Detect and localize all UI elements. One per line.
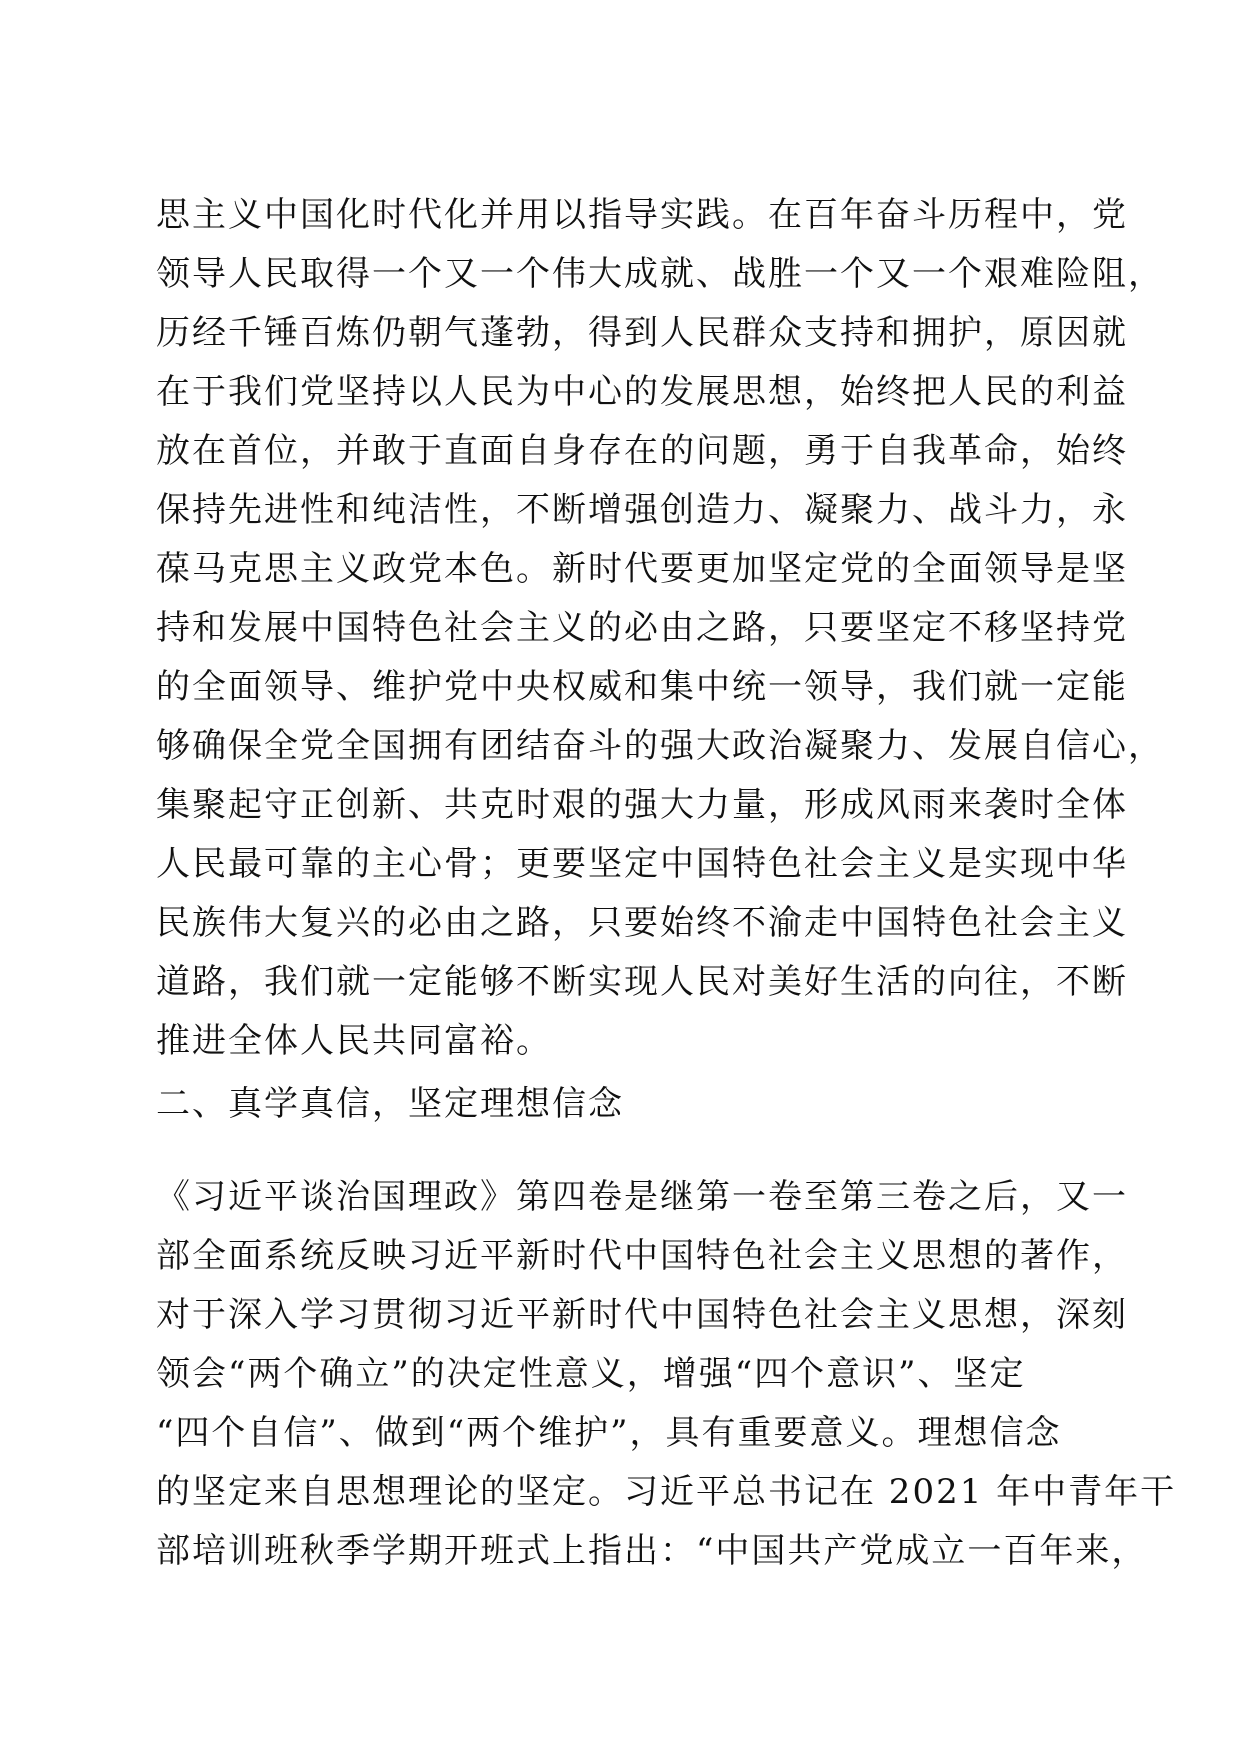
- paragraph-line: 领会“两个确立”的决定性意义，增强“四个意识”、坚定: [156, 1354, 1026, 1394]
- paragraph-line: 放在首位，并敢于直面自身存在的问题，勇于自我革命，始终: [156, 431, 1128, 471]
- paragraph-line: 部全面系统反映习近平新时代中国特色社会主义思想的著作，: [156, 1236, 1128, 1276]
- section-heading: 二、真学真信，坚定理想信念: [156, 1084, 624, 1124]
- paragraph-2: [156, 1168, 1177, 1581]
- paragraph-line: 民族伟大复兴的必由之路，只要始终不渝走中国特色社会主义: [156, 903, 1128, 943]
- paragraph-line: 的全面领导、维护党中央权威和集中统一领导，我们就一定能: [156, 667, 1128, 707]
- paragraph-line: 推进全体人民共同富裕。: [156, 1021, 552, 1061]
- paragraph-line: 人民最可靠的主心骨；更要坚定中国特色社会主义是实现中华: [156, 844, 1128, 884]
- paragraph-line: 对于深入学习贯彻习近平新时代中国特色社会主义思想，深刻: [156, 1295, 1128, 1335]
- paragraph-line: 在于我们党坚持以人民为中心的发展思想，始终把人民的利益: [156, 372, 1128, 412]
- paragraph-line: 部培训班秋季学期开班式上指出：“中国共产党成立一百年来，: [156, 1531, 1148, 1571]
- paragraph-line: 葆马克思主义政党本色。新时代要更加坚定党的全面领导是坚: [156, 549, 1128, 589]
- paragraph-line: 领导人民取得一个又一个伟大成就、战胜一个又一个艰难险阻，: [156, 254, 1164, 294]
- paragraph-line: 《习近平谈治国理政》第四卷是继第一卷至第三卷之后，又一: [156, 1177, 1128, 1217]
- paragraph-line: 道路，我们就一定能够不断实现人民对美好生活的向往，不断: [156, 962, 1128, 1002]
- paragraph-line: 持和发展中国特色社会主义的必由之路，只要坚定不移坚持党: [156, 608, 1128, 648]
- paragraph-line: “四个自信”、做到“两个维护”，具有重要意义。理想信念: [156, 1413, 1062, 1453]
- paragraph-line: 集聚起守正创新、共克时艰的强大力量，形成风雨来袭时全体: [156, 785, 1128, 825]
- paragraph-line: 够确保全党全国拥有团结奋斗的强大政治凝聚力、发展自信心，: [156, 726, 1164, 766]
- paragraph-line: 历经千锤百炼仍朝气蓬勃，得到人民群众支持和拥护，原因就: [156, 313, 1128, 353]
- section-heading-block: [156, 1075, 1096, 1134]
- paragraph-line: 的坚定来自思想理论的坚定。习近平总书记在 2021 年中青年干: [156, 1472, 1177, 1512]
- paragraph-line: 保持先进性和纯洁性，不断增强创造力、凝聚力、战斗力，永: [156, 490, 1128, 530]
- paragraph-1: [156, 186, 1164, 1071]
- paragraph-line: 思主义中国化时代化并用以指导实践。在百年奋斗历程中，党: [156, 195, 1128, 235]
